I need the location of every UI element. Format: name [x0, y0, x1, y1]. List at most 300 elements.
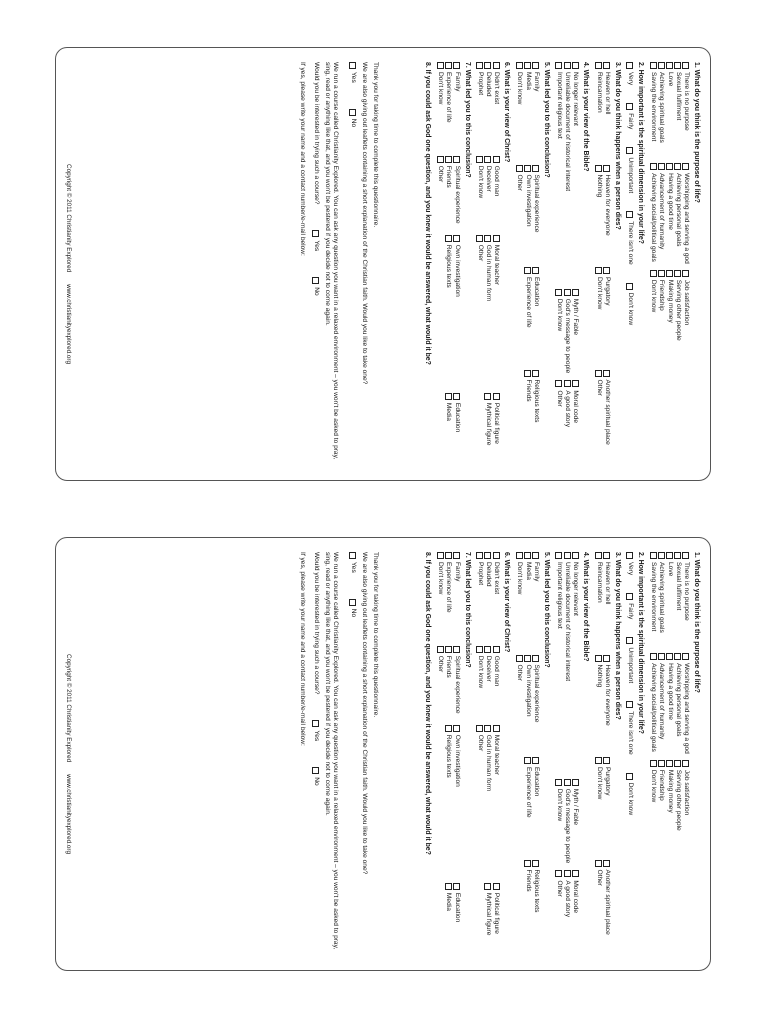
- option-label: Friends: [445, 655, 453, 678]
- option-label: Good man: [493, 165, 501, 197]
- answer-option: [603, 62, 611, 159]
- checkbox[interactable]: [658, 163, 665, 170]
- checkbox[interactable]: [493, 235, 500, 242]
- question-title: 6. What is your view of Christ?: [503, 552, 511, 653]
- checkbox[interactable]: [666, 653, 673, 660]
- checkbox[interactable]: [682, 163, 689, 170]
- checkbox[interactable]: [595, 62, 602, 69]
- checkbox[interactable]: [595, 267, 602, 274]
- answer-option: [594, 860, 602, 957]
- checkbox[interactable]: [532, 267, 539, 274]
- option-label: Good man: [493, 655, 501, 687]
- options-column: [649, 163, 689, 264]
- checkbox[interactable]: [312, 277, 319, 284]
- options-column: [436, 804, 460, 877]
- checkbox[interactable]: [312, 230, 319, 237]
- options-column: [476, 646, 500, 719]
- checkbox[interactable]: [603, 757, 610, 764]
- answer-option: [523, 860, 531, 957]
- option-label: Moral teacher: [493, 244, 501, 286]
- checkbox[interactable]: [674, 62, 681, 69]
- checkbox[interactable]: [493, 883, 500, 890]
- checkbox[interactable]: [524, 165, 531, 172]
- answer-option: [476, 646, 484, 719]
- option-label: Unimportant: [627, 157, 634, 194]
- checkbox[interactable]: [445, 156, 452, 163]
- checkbox[interactable]: [476, 725, 483, 732]
- answer-option: [532, 267, 540, 364]
- question-title: 3. What do you think happens when a person dies?: [613, 552, 621, 720]
- checkbox[interactable]: [453, 883, 460, 890]
- checkbox[interactable]: [453, 62, 460, 69]
- option-label: Heaven or hell: [603, 72, 611, 115]
- question-title: 7. What led you to this conclusion?: [463, 552, 471, 668]
- checkbox[interactable]: [445, 646, 452, 653]
- answer-option: [523, 552, 531, 649]
- checkbox[interactable]: [516, 655, 523, 662]
- questionnaire-card: [55, 537, 711, 971]
- question-block: [436, 552, 471, 956]
- checkbox[interactable]: [626, 147, 633, 154]
- checkbox[interactable]: [682, 552, 689, 559]
- option-label: Worshipping and serving a god: [682, 173, 690, 264]
- checkbox[interactable]: [572, 870, 579, 877]
- checkbox[interactable]: [658, 270, 665, 277]
- option-label: Moral teacher: [493, 734, 501, 776]
- option-label: No: [349, 118, 357, 128]
- option-label: There isn't one: [627, 221, 634, 265]
- checkbox[interactable]: [524, 552, 531, 559]
- checkbox[interactable]: [572, 552, 579, 559]
- answer-option: [571, 289, 579, 375]
- answer-option: [603, 165, 611, 262]
- checkbox[interactable]: [626, 701, 633, 708]
- answer-option: [476, 62, 484, 150]
- checkbox[interactable]: [555, 289, 562, 296]
- checkbox[interactable]: [626, 283, 633, 290]
- checkbox[interactable]: [555, 552, 562, 559]
- options-grid: [555, 62, 579, 466]
- checkbox[interactable]: [445, 235, 452, 242]
- checkbox[interactable]: [516, 62, 523, 69]
- answer-option: [444, 235, 452, 308]
- options-column: [594, 757, 610, 854]
- checkbox[interactable]: [650, 552, 657, 559]
- checkbox[interactable]: [524, 267, 531, 274]
- checkbox[interactable]: [666, 270, 673, 277]
- option-label: Education: [532, 277, 540, 307]
- checkbox[interactable]: [666, 62, 673, 69]
- checkbox[interactable]: [437, 646, 444, 653]
- checkbox[interactable]: [484, 552, 491, 559]
- checkbox[interactable]: [603, 552, 610, 559]
- answer-option: [484, 646, 492, 719]
- option-label: Achieving spiritual goals: [658, 72, 666, 143]
- option-label: Job satisfaction: [682, 769, 690, 816]
- checkbox[interactable]: [453, 156, 460, 163]
- answer-option: [312, 230, 320, 251]
- answer-option: [476, 552, 484, 640]
- answer-option: [555, 289, 563, 375]
- option-label: Don't know: [516, 72, 524, 105]
- option-label: Nothing: [595, 174, 603, 198]
- option-label: Achieving personal goals: [674, 663, 682, 737]
- checkbox[interactable]: [445, 393, 452, 400]
- checkbox[interactable]: [493, 646, 500, 653]
- checkbox[interactable]: [572, 62, 579, 69]
- checkbox[interactable]: [349, 552, 356, 559]
- option-label: Spiritual experience: [532, 664, 540, 723]
- option-label: There isn't one: [627, 711, 634, 755]
- checkbox[interactable]: [682, 62, 689, 69]
- checkbox[interactable]: [595, 655, 602, 662]
- checkbox[interactable]: [349, 109, 356, 116]
- options-column: [436, 393, 460, 466]
- checkbox[interactable]: [445, 883, 452, 890]
- options-column: [436, 156, 460, 229]
- answer-option: [532, 552, 540, 649]
- checkbox[interactable]: [595, 165, 602, 172]
- option-label: Other: [516, 174, 524, 191]
- answer-option: [674, 62, 682, 157]
- options-column: [436, 235, 460, 308]
- checkbox[interactable]: [564, 870, 571, 877]
- option-label: Purgatory: [603, 767, 611, 796]
- answer-option: [484, 62, 492, 150]
- checkbox[interactable]: [555, 779, 562, 786]
- option-label: Friendship: [658, 769, 666, 801]
- answer-option: [492, 156, 500, 229]
- option-label: Worshipping and serving a god: [682, 663, 690, 754]
- answer-option: [563, 289, 571, 375]
- question-title: 6. What is your view of Christ?: [503, 62, 511, 163]
- checkbox[interactable]: [349, 599, 356, 606]
- option-label: Mythical figure: [485, 402, 492, 446]
- checkbox[interactable]: [453, 646, 460, 653]
- answer-option: [452, 393, 460, 466]
- options-column: [476, 156, 500, 229]
- answer-option: [665, 270, 673, 365]
- answer-option: [523, 757, 531, 854]
- answer-option: [312, 767, 320, 785]
- website-link[interactable]: www.christianityexplored.org: [64, 284, 72, 364]
- checkbox[interactable]: [564, 552, 571, 559]
- checkbox[interactable]: [603, 655, 610, 662]
- answer-option: [436, 156, 444, 229]
- checkbox[interactable]: [532, 552, 539, 559]
- checkbox[interactable]: [564, 289, 571, 296]
- checkbox[interactable]: [445, 62, 452, 69]
- question-block: [649, 552, 700, 956]
- answer-option: [594, 370, 602, 467]
- checkbox[interactable]: [532, 860, 539, 867]
- footer: [64, 538, 72, 970]
- checkbox[interactable]: [658, 552, 665, 559]
- option-label: Reincarnation: [595, 562, 603, 603]
- checkbox[interactable]: [532, 165, 539, 172]
- option-label: Serving other people: [674, 769, 682, 831]
- checkbox[interactable]: [484, 235, 491, 242]
- answer-option: [312, 720, 320, 741]
- option-label: No: [312, 777, 320, 786]
- checkbox[interactable]: [626, 637, 633, 644]
- leaflets-text: We are also giving out leaflets containing a short explanation of the Christian faith. Would you like to take one?: [360, 62, 368, 385]
- option-label: Achieving spiritual goals: [658, 562, 666, 633]
- option-label: Other: [556, 880, 563, 897]
- checkbox[interactable]: [572, 779, 579, 786]
- answer-option: [563, 870, 571, 956]
- answer-option: [603, 655, 611, 752]
- checkbox[interactable]: [555, 62, 562, 69]
- checkbox[interactable]: [626, 552, 633, 559]
- checkbox[interactable]: [312, 767, 319, 774]
- checkbox[interactable]: [453, 552, 460, 559]
- option-label: Yes: [349, 72, 357, 83]
- checkbox[interactable]: [572, 289, 579, 296]
- checkbox[interactable]: [666, 760, 673, 767]
- checkbox[interactable]: [453, 235, 460, 242]
- checkbox[interactable]: [532, 370, 539, 377]
- checkbox[interactable]: [674, 760, 681, 767]
- checkbox[interactable]: [445, 725, 452, 732]
- option-label: Love: [666, 562, 674, 577]
- checkbox[interactable]: [484, 156, 491, 163]
- options-column: [649, 760, 689, 855]
- option-label: Don't know: [516, 562, 524, 595]
- question-title: 5. What led you to this conclusion?: [542, 62, 550, 178]
- checkbox[interactable]: [524, 62, 531, 69]
- option-label: Friends: [445, 165, 453, 188]
- options-column: [476, 725, 500, 798]
- option-label: Deceiver: [485, 165, 492, 192]
- checkbox[interactable]: [603, 370, 610, 377]
- options-column: [436, 552, 460, 640]
- checkbox[interactable]: [476, 646, 483, 653]
- option-label: God in human form: [485, 244, 492, 302]
- checkbox[interactable]: [564, 380, 571, 387]
- option-label: Fairly: [627, 603, 634, 620]
- checkbox[interactable]: [312, 720, 319, 727]
- options-column: [555, 380, 579, 466]
- checkbox[interactable]: [437, 552, 444, 559]
- checkbox[interactable]: [524, 860, 531, 867]
- checkbox[interactable]: [650, 62, 657, 69]
- checkbox[interactable]: [349, 62, 356, 69]
- checkbox[interactable]: [626, 593, 633, 600]
- checkbox[interactable]: [674, 552, 681, 559]
- checkbox[interactable]: [493, 393, 500, 400]
- option-label: Don't know: [476, 655, 484, 689]
- checkbox[interactable]: [476, 235, 483, 242]
- checkbox[interactable]: [674, 163, 681, 170]
- answer-option: [444, 552, 452, 640]
- checkbox[interactable]: [650, 270, 657, 277]
- options-column: [649, 653, 689, 754]
- option-label: Experience of life: [524, 767, 532, 818]
- answer-option: [674, 270, 682, 365]
- questionnaire-card-top: [55, 47, 711, 481]
- answer-option: [523, 165, 531, 262]
- answer-option: [532, 370, 540, 467]
- checkbox[interactable]: [484, 646, 491, 653]
- checkbox[interactable]: [516, 165, 523, 172]
- checkbox[interactable]: [682, 270, 689, 277]
- option-label: Spiritual experience: [532, 174, 540, 233]
- options-column: [594, 655, 610, 752]
- checkbox[interactable]: [493, 725, 500, 732]
- checkbox[interactable]: [476, 156, 483, 163]
- checkbox[interactable]: [493, 156, 500, 163]
- checkbox[interactable]: [658, 653, 665, 660]
- options-column: [515, 165, 539, 262]
- question-block: [423, 62, 431, 466]
- checkbox[interactable]: [682, 760, 689, 767]
- checkbox[interactable]: [603, 267, 610, 274]
- option-label: Making money: [666, 769, 674, 813]
- checkbox[interactable]: [666, 552, 673, 559]
- checkbox[interactable]: [674, 653, 681, 660]
- option-label: Friendship: [658, 279, 666, 311]
- checkbox[interactable]: [524, 757, 531, 764]
- checkbox[interactable]: [650, 163, 657, 170]
- checkbox[interactable]: [524, 655, 531, 662]
- checkbox[interactable]: [532, 655, 539, 662]
- answer-option: [626, 147, 634, 193]
- options-column: [515, 860, 539, 957]
- checkbox[interactable]: [595, 370, 602, 377]
- checkbox[interactable]: [484, 62, 491, 69]
- website-link[interactable]: www.christianityexplored.org: [64, 774, 72, 854]
- options-column: [555, 197, 579, 283]
- answer-option: [492, 646, 500, 719]
- checkbox[interactable]: [650, 760, 657, 767]
- options-grid: [649, 62, 689, 466]
- checkbox[interactable]: [476, 552, 483, 559]
- checkbox[interactable]: [572, 380, 579, 387]
- options-column: [594, 62, 610, 159]
- option-label: A good story: [564, 390, 572, 428]
- answer-option: [436, 646, 444, 719]
- option-label: Moral code: [572, 880, 580, 913]
- answer-option: [594, 552, 602, 649]
- options-column: [594, 370, 610, 467]
- option-label: No: [312, 287, 320, 296]
- option-label: Deluded: [485, 72, 492, 97]
- answer-option: [484, 235, 492, 308]
- answer-option: [682, 653, 690, 754]
- checkbox[interactable]: [682, 653, 689, 660]
- checkbox[interactable]: [532, 757, 539, 764]
- answer-option: [649, 653, 657, 754]
- checkbox[interactable]: [555, 380, 562, 387]
- option-label: Experience of life: [445, 72, 453, 123]
- checkbox[interactable]: [445, 552, 452, 559]
- checkbox[interactable]: [626, 62, 633, 69]
- answer-option: [657, 760, 665, 855]
- option-label: Myth / Fable: [572, 298, 580, 336]
- answer-option: [476, 725, 484, 798]
- checkbox[interactable]: [674, 270, 681, 277]
- answer-option: [444, 646, 452, 719]
- checkbox[interactable]: [484, 393, 491, 400]
- question-block: [476, 62, 511, 466]
- options-grid: [649, 552, 689, 956]
- checkbox[interactable]: [603, 165, 610, 172]
- checkbox[interactable]: [658, 62, 665, 69]
- answer-option: [626, 103, 634, 129]
- leaflet-answer: [349, 62, 357, 466]
- checkbox[interactable]: [524, 370, 531, 377]
- options-column: [555, 870, 579, 956]
- answer-option: [626, 701, 634, 754]
- checkbox[interactable]: [532, 62, 539, 69]
- checkbox[interactable]: [484, 725, 491, 732]
- checkbox[interactable]: [603, 860, 610, 867]
- checkbox[interactable]: [564, 779, 571, 786]
- answer-option: [484, 393, 492, 466]
- checkbox[interactable]: [437, 62, 444, 69]
- checkbox[interactable]: [658, 760, 665, 767]
- checkbox[interactable]: [603, 62, 610, 69]
- option-label: Family: [453, 562, 461, 582]
- checkbox[interactable]: [555, 870, 562, 877]
- option-label: Own investigation: [524, 664, 532, 717]
- checkbox[interactable]: [595, 757, 602, 764]
- checkbox[interactable]: [437, 156, 444, 163]
- checkbox[interactable]: [453, 725, 460, 732]
- question-block: [476, 552, 511, 956]
- checkbox[interactable]: [650, 653, 657, 660]
- option-label: Yes: [349, 562, 357, 573]
- checkbox[interactable]: [626, 103, 633, 110]
- checkbox[interactable]: [564, 62, 571, 69]
- option-label: Myth / Fable: [572, 788, 580, 826]
- checkbox[interactable]: [626, 211, 633, 218]
- answer-option: [515, 165, 523, 262]
- options-column: [515, 267, 539, 364]
- checkbox[interactable]: [493, 62, 500, 69]
- options-grid: [436, 552, 460, 956]
- question-block: [555, 552, 590, 956]
- options-column: [649, 552, 689, 647]
- checkbox[interactable]: [516, 552, 523, 559]
- checkbox[interactable]: [666, 163, 673, 170]
- checkbox[interactable]: [484, 883, 491, 890]
- answer-option: [674, 163, 682, 264]
- checkbox[interactable]: [595, 860, 602, 867]
- option-label: Own investigation: [453, 734, 461, 787]
- options-column: [515, 655, 539, 752]
- question-block: [515, 62, 550, 466]
- course-text: [323, 62, 339, 466]
- checkbox[interactable]: [453, 393, 460, 400]
- options-grid: [515, 62, 539, 466]
- answer-option: [626, 773, 634, 815]
- answer-option: [492, 552, 500, 640]
- options-column: [649, 62, 689, 157]
- checkbox[interactable]: [595, 552, 602, 559]
- checkbox[interactable]: [626, 773, 633, 780]
- checkbox[interactable]: [493, 552, 500, 559]
- options-grid: [476, 552, 500, 956]
- option-label: Very: [627, 562, 634, 576]
- option-label: God in human form: [485, 734, 492, 792]
- checkbox[interactable]: [476, 62, 483, 69]
- option-label: Important religious text: [556, 72, 563, 139]
- course-question: Would you be interested in trying such a course?: [312, 62, 320, 205]
- option-label: Don't know: [627, 292, 634, 326]
- answer-option: [563, 62, 571, 191]
